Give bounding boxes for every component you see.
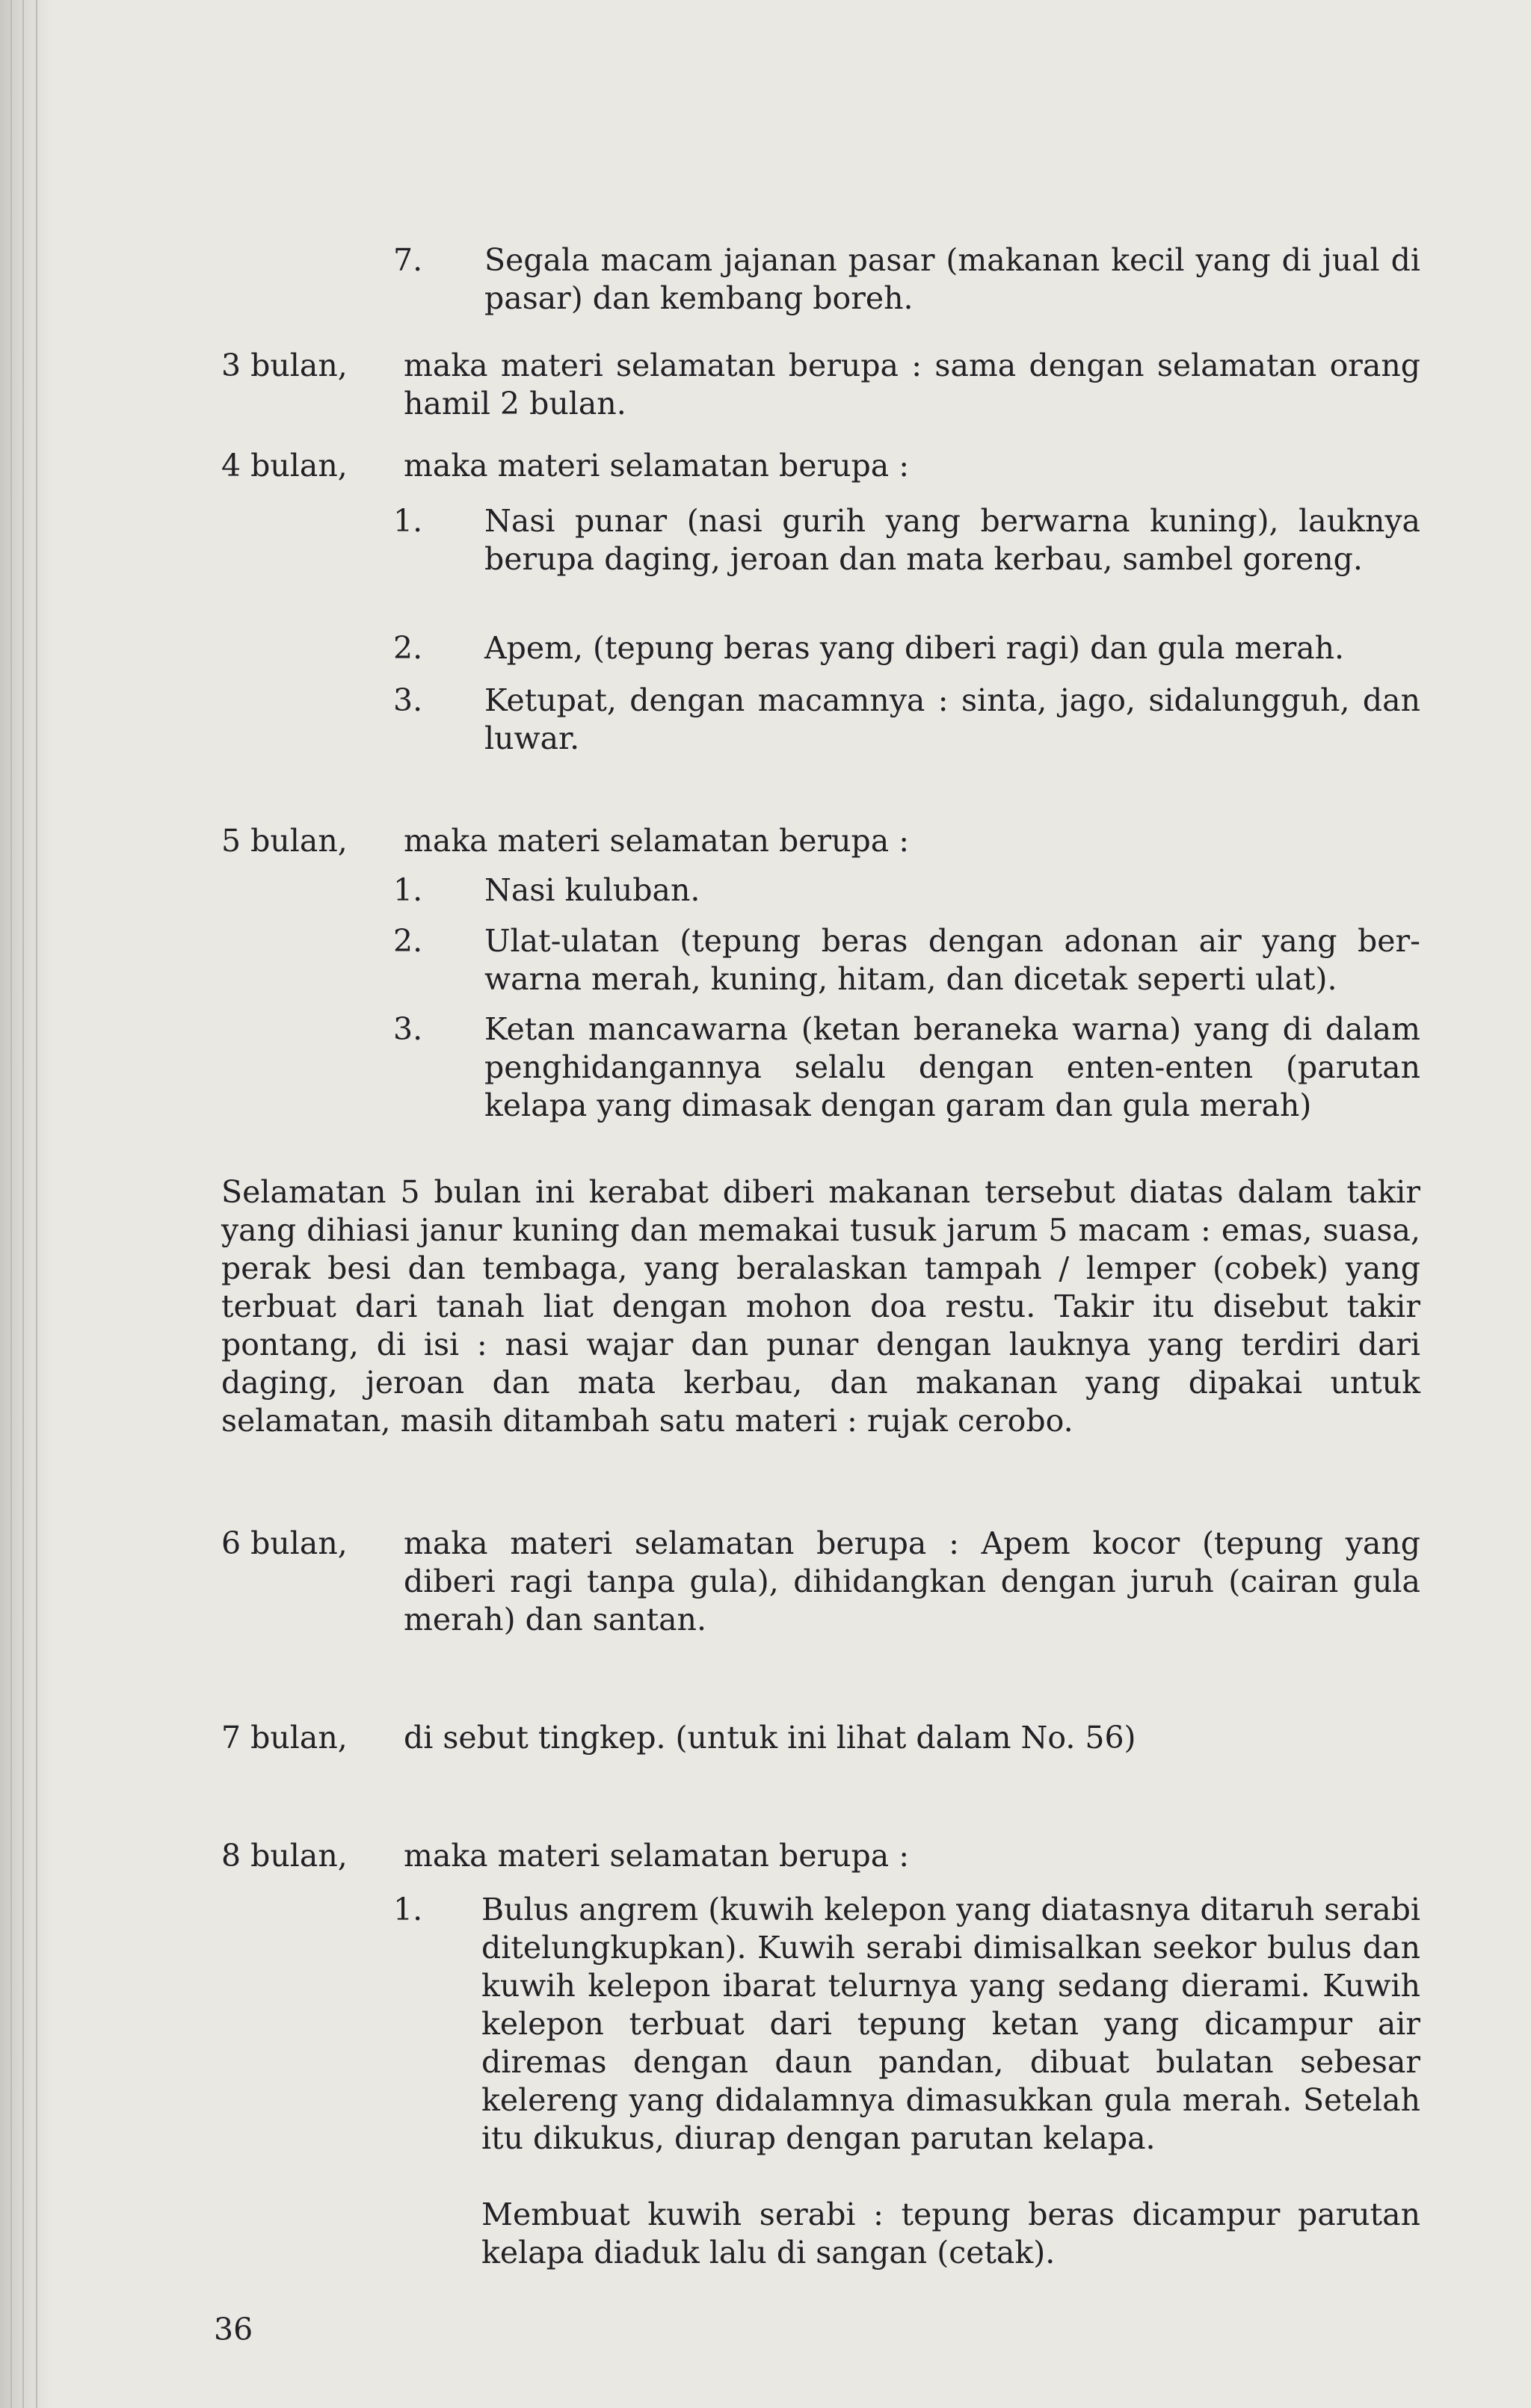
item-number: 7. — [393, 242, 423, 278]
page-edge-line — [36, 0, 37, 2408]
item-text: Ketan mancawarna (ketan beraneka warna) yang di dalam penghidangannya selalu dengan enten-enten (parutan kelapa yang dimasak dengan garam dan gula merah) — [484, 1011, 1420, 1123]
month-label: 7 bulan, — [221, 1720, 348, 1756]
month-text: maka materi selamatan berupa : sama dengan selamatan orang hamil 2 bulan. — [404, 348, 1420, 422]
month-label: 5 bulan, — [221, 823, 348, 859]
month-label: 6 bulan, — [221, 1525, 348, 1561]
month-text: di sebut tingkep. (untuk ini lihat dalam No. 56) — [404, 1720, 1136, 1756]
item-number: 1. — [393, 872, 423, 908]
month-text: maka materi selamatan berupa : — [404, 1838, 910, 1874]
item-text: Ulat-ulatan (tepung beras dengan adonan air yang ber-warna merah, kuning, hitam, dan dicetak seperti ulat). — [484, 923, 1420, 997]
item-text: Apem, (tepung beras yang diberi ragi) dan gula merah. — [484, 630, 1345, 666]
month-text: maka materi selamatan berupa : — [404, 448, 910, 484]
item-number: 2. — [393, 630, 423, 666]
item-text: Nasi punar (nasi gurih yang berwarna kuning), lauknya berupa daging, jeroan dan mata kerbau, sambel goreng. — [484, 503, 1420, 577]
item-number: 1. — [393, 1892, 423, 1927]
page-edge-line — [22, 0, 24, 2408]
item-text: Ketupat, dengan macamnya : sinta, jago, sidalungguh, dan luwar. — [484, 682, 1420, 756]
page-edge-line — [10, 0, 12, 2408]
item-continuation: Membuat kuwih serabi : tepung beras dicampur parutan kelapa diaduk lalu di sangan (cetak). — [481, 2196, 1420, 2270]
item-number: 2. — [393, 923, 423, 959]
month-label: 8 bulan, — [221, 1838, 348, 1874]
page-binding-edge — [0, 0, 52, 2408]
month-5-paragraph: Selamatan 5 bulan ini kerabat diberi makanan tersebut diatas dalam takir yang dihiasi janur kuning dan memakai tusuk jarum 5 macam : emas, suasa, perak besi dan tembaga, yang beralaskan tampah / lemper (cobek) yang terbuat dari tanah liat dengan mohon doa restu. Takir itu disebut takir pontang, di isi : nasi wajar dan punar dengan lauknya yang terdiri dari daging, jeroan dan mata kerbau, dan makanan yang dipakai untuk selamatan, masih ditambah satu materi : rujak cerobo. — [221, 1174, 1420, 1439]
month-text: maka materi selamatan berupa : — [404, 823, 910, 859]
month-label: 3 bulan, — [221, 348, 348, 383]
month-label: 4 bulan, — [221, 448, 348, 484]
item-text: Segala macam jajanan pasar (makanan kecil yang di jual di pasar) dan kembang boreh. — [484, 242, 1420, 316]
item-number: 1. — [393, 503, 423, 539]
page-number: 36 — [214, 2312, 253, 2347]
item-number: 3. — [393, 1011, 423, 1047]
month-text: maka materi selamatan berupa : Apem kocor (tepung yang diberi ragi tanpa gula), dihidangkan dengan juruh (cairan gula merah) dan santan. — [404, 1525, 1420, 1637]
item-text: Bulus angrem (kuwih kelepon yang diatasnya ditaruh serabi ditelungkupkan). Kuwih serabi dimisalkan seekor bulus dan kuwih kelepon ibarat telurnya yang sedang dierami. Kuwih kelepon terbuat dari tepung ketan yang dicampur air diremas dengan daun pandan, dibuat bulatan sebesar kelereng yang didalamnya dimasukkan gula merah. Setelah itu dikukus, diurap dengan parutan kelapa. — [481, 1892, 1420, 2156]
item-text: Nasi kuluban. — [484, 872, 700, 908]
item-number: 3. — [393, 682, 423, 718]
